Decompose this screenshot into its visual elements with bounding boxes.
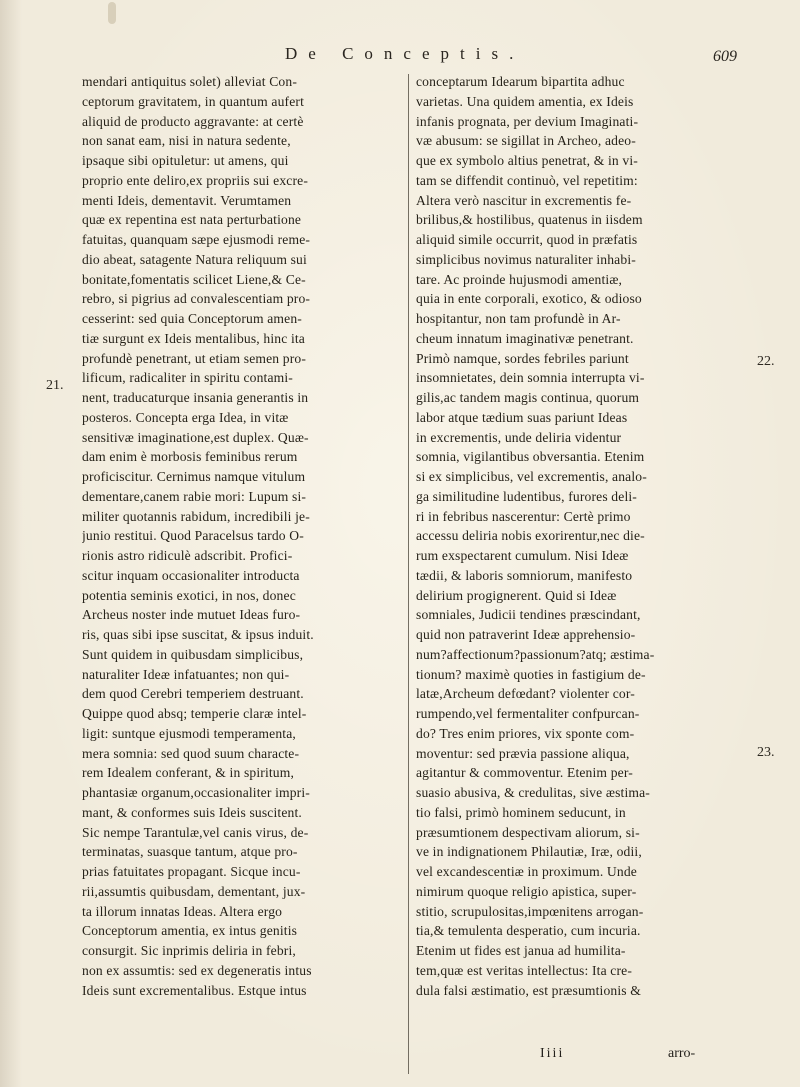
left-column [82, 72, 402, 1000]
text-line: posteros. Concepta erga Idea, in vitæ [82, 409, 289, 425]
text-line: rumpendo,vel fermentaliter confpurcan- [416, 706, 640, 721]
text-line: ceptorum gravitatem, in quantum aufert [82, 93, 304, 109]
text-line: Conceptorum amentia, ex intus genitis [82, 923, 298, 939]
page-edge-shadow [0, 0, 22, 1087]
text-line: moventur: sed prævia passione aliqua, [416, 745, 630, 761]
page-footer [540, 1046, 780, 1066]
text-line: junio restitui. Quod Paracelsus tardo O- [82, 528, 304, 544]
text-line: consurgit. Sic inprimis deliria in febri, [82, 943, 296, 958]
column-divider [408, 74, 409, 1074]
text-line: simplicibus novimus naturaliter inhabi- [416, 251, 636, 267]
text-line: quid non patraverint Ideæ apprehensio- [416, 627, 636, 642]
paper-stain [108, 2, 116, 24]
text-line: rii,assumtis quibusdam, dementant, jux- [82, 883, 306, 899]
text-line: cesserint: sed quia Conceptorum amen- [82, 311, 302, 326]
running-head-title: De Conceptis. [285, 44, 525, 63]
text-line: tare. Ac proinde hujusmodi amentiæ, [416, 271, 623, 287]
text-line: prias fatuitates propagant. Sicque incu- [82, 864, 301, 879]
text-line: proficiscitur. Cernimus namque vitulum [82, 469, 306, 484]
text-line: Altera verò nascitur in excrementis fe- [416, 192, 632, 208]
text-line: ipsaque sibi opituletur: ut amens, qui [82, 153, 289, 168]
text-line: vel excandescentiæ in proximum. Unde [416, 864, 637, 879]
text-line: ve in indignationem Philautiæ, Iræ, odii, [416, 844, 642, 860]
text-line: in excrementis, unde deliria videntur [416, 429, 622, 445]
margin-number-23: 23. [757, 745, 775, 760]
text-line: somnia, vigilantibus obversantia. Etenim [416, 449, 645, 465]
margin-number-21: 21. [46, 378, 64, 393]
text-line: dam enim è morbosis feminibus rerum [82, 449, 298, 465]
text-line: varietas. Una quidem amentia, ex Ideis [416, 93, 634, 109]
text-line: ri in febribus nascerentur: Certè primo [416, 508, 631, 524]
text-line: proprio ente deliro,ex propriis sui excre- [82, 172, 308, 188]
text-line: conceptarum Idearum bipartita adhuc [416, 74, 625, 89]
text-line: cheum innatum imaginativæ penetrant. [416, 330, 634, 346]
text-line: ga similitudine ludentibus, furores deli- [416, 488, 637, 504]
text-line: suasio abusiva, & credulitas, sive æstima- [416, 785, 650, 800]
text-line: quæ ex repentina est nata perturbatione [82, 212, 302, 228]
text-line: dem quod Cerebri temperiem destruant. [82, 686, 304, 702]
text-line: mendari antiquitus solet) alleviat Con- [82, 74, 297, 89]
running-head [0, 44, 800, 74]
text-line: militer quotannis rabidum, incredibili je- [82, 508, 310, 524]
text-line: do? Tres enim priores, vix sponte com- [416, 725, 635, 741]
text-line: rebro, si pigrius ad convalescentiam pro- [82, 291, 311, 307]
text-line: tionum? maximè quoties in fastigium de- [416, 666, 646, 682]
text-line: Archeus noster inde mutuet Ideas furo- [82, 607, 301, 623]
text-line: Ideis sunt excrementalibus. Estque intus [82, 982, 307, 998]
text-line: scitur inquam occasionaliter introducta [82, 567, 300, 583]
text-line: Sic nempe Tarantulæ,vel canis virus, de- [82, 824, 309, 840]
text-line: agitantur & commoventur. Etenim per- [416, 765, 633, 781]
text-line: dio abeat, satagente Natura reliquum sui [82, 251, 307, 267]
text-line: menti Ideis, dementavit. Verumtamen [82, 192, 292, 208]
text-line: quia in ente corporali, exotico, & odioso [416, 291, 642, 307]
text-line: gilis,ac tandem magis continua, quorum [416, 390, 640, 405]
text-line: tia,& temulenta desperatio, cum incuria. [416, 923, 641, 939]
text-line: aliquid de producto aggravante: at certè [82, 113, 304, 129]
text-line: num?affectionum?passionum?atq; æstima- [416, 646, 655, 662]
text-line: infanis prognata, per devium Imaginati- [416, 113, 639, 129]
text-line: ris, quas sibi ipse suscitat, & ipsus induit. [82, 627, 314, 642]
text-line: sensitivæ imaginatione,est duplex. Quæ- [82, 429, 309, 445]
text-line: que ex symbolo altius penetrat, & in vi- [416, 153, 638, 168]
text-line: ligit: suntque ejusmodi temperamenta, [82, 725, 296, 741]
text-line: tædii, & laboris somniorum, manifesto [416, 567, 633, 583]
text-line: nimirum quoque religio apistica, super- [416, 883, 637, 899]
text-line: væ abusum: se sigillat in Archeo, adeo- [416, 133, 636, 149]
text-line: tam se diffendit continuò, vel repetitim: [416, 172, 638, 188]
text-line: Primò namque, sordes febriles pariunt [416, 350, 629, 366]
text-line: delirium progignerent. Quid si Ideæ [416, 587, 617, 603]
text-line: ta illorum innatas Ideas. Altera ergo [82, 903, 283, 919]
page-number: 609 [713, 48, 737, 65]
signature-mark: Iiii [540, 1046, 565, 1061]
text-line: profundè penetrant, ut etiam semen pro- [82, 350, 307, 366]
text-line: hospitantur, non tam profundè in Ar- [416, 311, 621, 326]
text-line: tem,quæ est veritas intellectus: Ita cre- [416, 962, 633, 978]
text-line: phantasiæ organum,occasionaliter impri- [82, 785, 310, 800]
text-line: lificum, radicaliter in spiritu contami- [82, 370, 293, 386]
text-line: accessu deliria nobis exorirentur,nec die- [416, 528, 645, 544]
text-line: Quippe quod absq; temperie claræ intel- [82, 706, 307, 721]
text-line: mant, & conformes suis Ideis suscitent. [82, 804, 302, 820]
text-line: somniales, Judicii tendines præscindant, [416, 607, 641, 623]
right-column [416, 72, 736, 1000]
text-line: aliquid simile occurrit, quod in præfatis [416, 232, 638, 247]
text-line: Etenim ut fides est janua ad humilita- [416, 943, 626, 958]
text-line: stitio, scrupulositas,impœnitens arrogan- [416, 903, 644, 919]
text-line: rem Idealem conferant, & in spiritum, [82, 765, 295, 781]
text-line: terminatas, suasque tantum, atque pro- [82, 844, 298, 860]
text-line: præsumtionem despectivam aliorum, si- [416, 824, 640, 840]
text-line: dementare,canem rabie mori: Lupum si- [82, 488, 307, 504]
margin-number-22: 22. [757, 354, 775, 369]
catchword: arro- [668, 1046, 696, 1061]
text-line: tiæ surgunt ex Ideis mentalibus, hinc ita [82, 330, 305, 346]
text-line: insomnietates, dein somnia interrupta vi- [416, 370, 645, 386]
text-line: non ex assumtis: sed ex degeneratis intus [82, 962, 312, 978]
text-line: nent, traducaturque insania generantis in [82, 390, 309, 405]
text-line: si ex simplicibus, vel excrementis, analo- [416, 469, 647, 484]
text-line: labor atque tædium suas pariunt Ideas [416, 409, 628, 425]
text-line: Sunt quidem in quibusdam simplicibus, [82, 646, 304, 662]
text-line: fatuitas, quanquam sæpe ejusmodi reme- [82, 232, 311, 247]
text-line: mera somnia: sed quod suum characte- [82, 745, 300, 761]
text-line: naturaliter Ideæ infatuantes; non qui- [82, 666, 290, 682]
text-line: brilibus,& hostilibus, quatenus in iisdem [416, 212, 643, 228]
text-line: tio falsi, primò hominem seducunt, in [416, 804, 626, 820]
text-line: rionis astro ridiculè adscribit. Profici- [82, 548, 293, 563]
text-line: bonitate,fomentatis scilicet Liene,& Ce- [82, 271, 306, 287]
text-line: dula falsi æstimatio, est præsumtionis & [416, 982, 642, 998]
text-line: latæ,Archeum defœdant? violenter cor- [416, 686, 635, 702]
text-line: non sanat eam, nisi in natura sedente, [82, 133, 291, 149]
text-line: potentia seminis exotici, in nos, donec [82, 587, 296, 603]
text-line: rum exspectarent cumulum. Nisi Ideæ [416, 548, 629, 563]
